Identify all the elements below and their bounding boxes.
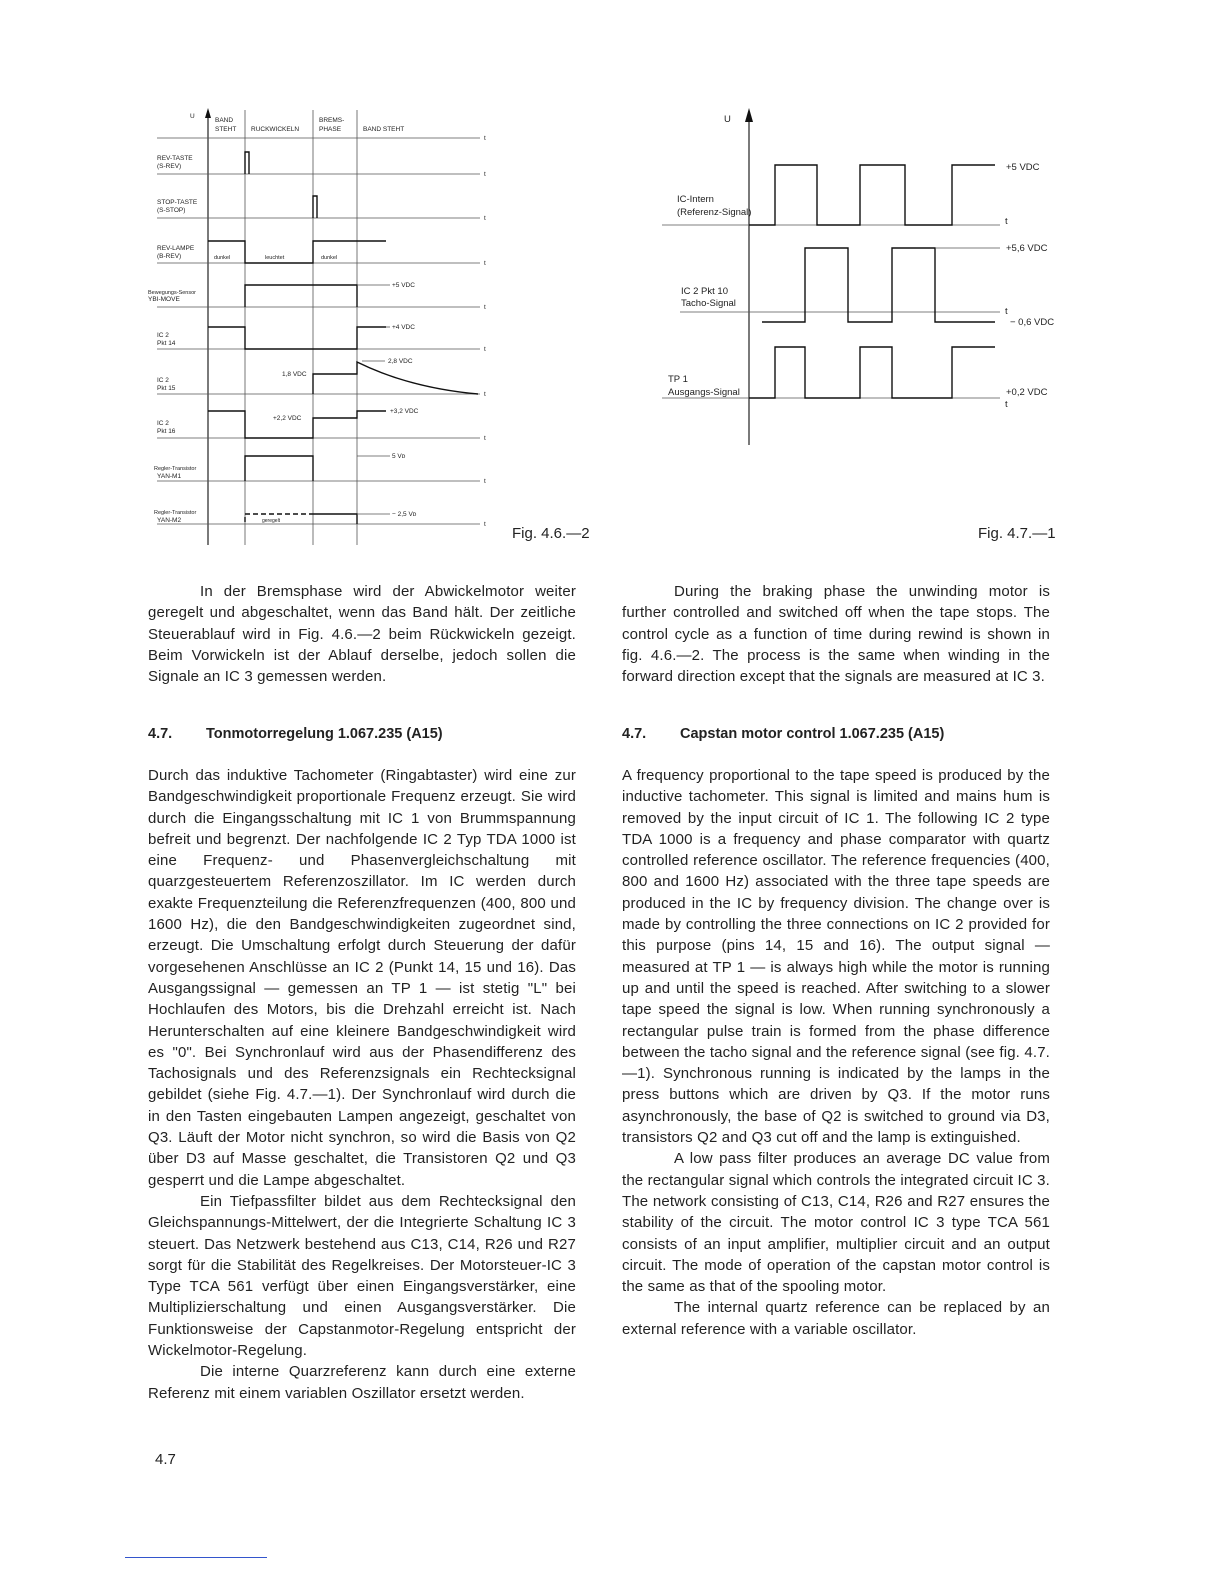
row-label: IC-Intern bbox=[677, 194, 714, 205]
svg-text:+2,2 VDC: +2,2 VDC bbox=[273, 415, 302, 422]
yan-m1-signal bbox=[245, 456, 313, 481]
svg-text:+5 VDC: +5 VDC bbox=[392, 282, 415, 289]
level-label: − 0,6 VDC bbox=[1010, 317, 1055, 328]
svg-text:2,8 VDC: 2,8 VDC bbox=[388, 358, 413, 365]
footer-rule bbox=[125, 1557, 267, 1558]
section-heading-en bbox=[622, 726, 944, 742]
svg-text:t: t bbox=[484, 478, 486, 485]
intro-en bbox=[622, 581, 1050, 687]
svg-text:dunkel: dunkel bbox=[321, 255, 338, 261]
paragraph: Durch das induktive Tachometer (Ringabtaster) wird eine zur Bandgeschwindigkeit proportionale Frequenz erzeugt. Sie wird durch die Eingangsschaltung mit IC 1 von Brummspannung befreit und begrenzt. Der nachfolgende IC 2 Typ TDA 1000 ist eine Frequenz- und Phasenvergleichschaltung mit quarzgesteuertem Referenzoszillator. Im IC werden durch exakte Frequenzteilung die Referenzfrequenzen (400, 800 und 1600 Hz), die den Bandgeschwindigkeiten zugeordnet sind, erzeugt. Die Umschaltung erfolgt durch Steuerung der dafür vorgesehenen Anschlüsse an IC 2 (Punkt 14, 15 und 16). Das Ausgangssignal — gemessen an TP 1 — ist stetig "L" bei Hochlaufen des Motors, bis die Drehzahl erreicht ist. Nach Herunterschalten auf eine kleinere Bandgeschwindigkeit wird es "0". Bei Synchronlauf wird aus der Phasendifferenz des Tachosignals und des Referenzsignals ein Rechtecksignal gebildet (siehe Fig. 4.7.—1). Der Synchronlauf wird durch die in den Tasten eingebauten Lampen angezeigt, geschaltet von Q3. Läuft der Motor nicht synchron, so wird die Basis von Q2 über D3 auf Masse geschaltet, die Transistoren Q2 und Q3 gesperrt und die Lampe abgeschaltet. bbox=[148, 767, 576, 1189]
svg-text:t: t bbox=[484, 346, 486, 353]
svg-text:Pkt 15: Pkt 15 bbox=[157, 385, 176, 392]
svg-text:1,8 VDC: 1,8 VDC bbox=[282, 371, 307, 378]
paragraph: Die interne Quarzreferenz kann durch eine externe Referenz mit einem variablen Oszillator ersetzt werden. bbox=[148, 1363, 576, 1402]
t-labels bbox=[484, 135, 486, 528]
svg-text:+3,2 VDC: +3,2 VDC bbox=[390, 408, 419, 415]
svg-text:REV-LAMPE: REV-LAMPE bbox=[157, 245, 195, 252]
svg-text:t: t bbox=[484, 171, 486, 178]
move-sensor-signal bbox=[245, 285, 357, 307]
rev-lampe-signal bbox=[208, 241, 386, 263]
body-de bbox=[148, 765, 576, 1404]
svg-text:Regler-Transistor: Regler-Transistor bbox=[154, 510, 197, 516]
t-label: t bbox=[1005, 216, 1008, 227]
svg-text:IC 2: IC 2 bbox=[157, 420, 169, 427]
baselines bbox=[157, 138, 480, 524]
page-number: 4.7 bbox=[155, 1451, 176, 1468]
level-label: +5,6 VDC bbox=[1006, 243, 1048, 254]
intro-de bbox=[148, 581, 576, 687]
row-label: TP 1 bbox=[668, 374, 688, 385]
phase-label: PHASE bbox=[319, 126, 342, 133]
yan-m2-signal bbox=[313, 514, 357, 524]
section-number: 4.7. bbox=[148, 726, 173, 742]
stop-taste-signal bbox=[313, 196, 317, 218]
u-axis-arrow-icon bbox=[745, 108, 753, 122]
row-label: Ausgangs-Signal bbox=[668, 387, 740, 398]
u-axis-label: U bbox=[190, 113, 195, 120]
svg-text:t: t bbox=[484, 435, 486, 442]
section-title: Capstan motor control 1.067.235 (A15) bbox=[680, 726, 945, 742]
paragraph: Ein Tiefpassfilter bildet aus dem Rechtecksignal den Gleichspannungs-Mittelwert, der die Integrierte Schaltung IC 3 steuert. Das Netzwerk bestehend aus C13, C14, R26 und R27 sorgt für die Stabilität des Regelkreises. Der Motorsteuer-IC 3 Type TCA 561 verfügt über einen Eingangsverstärker, eine Multiplizierschaltung und einen Ausgangsverstärker. Die Funktionsweise der Capstanmotor-Regelung entspricht der Wickelmotor-Regelung. bbox=[148, 1192, 576, 1360]
output-signal bbox=[749, 347, 995, 398]
ic2-pkt14-signal bbox=[208, 327, 386, 349]
rev-taste-signal bbox=[245, 152, 249, 174]
phase-label: BAND STEHT bbox=[363, 126, 405, 133]
ic2-pkt15-signal bbox=[313, 362, 478, 394]
svg-text:Bewegungs-Sensor: Bewegungs-Sensor bbox=[148, 290, 197, 296]
svg-text:STOP-TASTE: STOP-TASTE bbox=[157, 199, 198, 206]
svg-text:Regler-Transistor: Regler-Transistor bbox=[154, 466, 197, 472]
figure-caption: Fig. 4.6.—2 bbox=[512, 525, 590, 542]
svg-text:t: t bbox=[484, 304, 486, 311]
section-number: 4.7. bbox=[622, 726, 647, 742]
svg-text:dunkel: dunkel bbox=[214, 255, 231, 261]
svg-text:IC 2: IC 2 bbox=[157, 332, 169, 339]
paragraph: The internal quartz reference can be replaced by an external reference with a variable oscillator. bbox=[622, 1299, 1050, 1338]
t-label: t bbox=[1005, 306, 1008, 317]
tacho-signal bbox=[762, 248, 995, 322]
svg-text:geregelt: geregelt bbox=[262, 518, 281, 524]
svg-text:IC 2: IC 2 bbox=[157, 377, 169, 384]
svg-text:5 Vᴅ: 5 Vᴅ bbox=[392, 453, 406, 460]
t-label: t bbox=[1005, 399, 1008, 410]
paragraph: During the braking phase the unwinding motor is further controlled and switched off when the tape stops. The control cycle as a function of time during rewind is shown in fig. 4.6.—2. The process is the same when winding in the forward direction except that the signals are measured at IC 3. bbox=[622, 583, 1050, 686]
row-label: IC 2 Pkt 10 bbox=[681, 286, 728, 297]
svg-text:t: t bbox=[484, 215, 486, 222]
row-labels bbox=[148, 155, 198, 524]
svg-text:− 2,5 Vᴅ: − 2,5 Vᴅ bbox=[392, 511, 417, 518]
svg-text:Pkt 14: Pkt 14 bbox=[157, 340, 176, 347]
u-axis-label: U bbox=[724, 114, 731, 125]
svg-text:t: t bbox=[484, 391, 486, 398]
level-label: +5 VDC bbox=[1006, 162, 1040, 173]
timing-diagram-fig-4-6-2 bbox=[148, 108, 486, 545]
u-axis-arrow-icon bbox=[205, 108, 211, 118]
level-label: +0,2 VDC bbox=[1006, 387, 1048, 398]
svg-text:+4 VDC: +4 VDC bbox=[392, 324, 415, 331]
svg-text:REV-TASTE: REV-TASTE bbox=[157, 155, 193, 162]
signal-diagram-fig-4-7-1 bbox=[662, 108, 1054, 445]
svg-text:(S-REV): (S-REV) bbox=[157, 163, 182, 170]
svg-text:t: t bbox=[484, 521, 486, 528]
paragraph: In der Bremsphase wird der Abwickelmotor weiter geregelt und abgeschaltet, wenn das Band hält. Der zeitliche Steuerablauf wird in Fig. 4.6.—2 beim Rückwickeln gezeigt. Beim Vorwickeln ist der Ablauf derselbe, jedoch sollen die Signale an IC 3 gemessen werden. bbox=[148, 583, 576, 686]
svg-text:YAN-M2: YAN-M2 bbox=[157, 517, 182, 524]
svg-text:YAN-M1: YAN-M1 bbox=[157, 473, 182, 480]
paragraph: A low pass filter produces an average DC value from the rectangular signal which controls the integrated circuit IC 3. The network consisting of C13, C14, R26 and R27 ensures the stability of the circuit. The motor control IC 3 type TCA 561 consists of an input amplifier, multiplier circuit and an output circuit. The mode of operation of the capstan motor control is the same as that of the spooling motor. bbox=[622, 1150, 1050, 1296]
row-label: (Referenz-Signal) bbox=[677, 207, 752, 218]
svg-text:(S-STOP): (S-STOP) bbox=[157, 207, 186, 214]
phase-label: BAND bbox=[215, 117, 234, 124]
svg-text:Pkt 16: Pkt 16 bbox=[157, 428, 176, 435]
body-en bbox=[622, 765, 1050, 1340]
svg-text:t: t bbox=[484, 260, 486, 267]
paragraph: A frequency proportional to the tape speed is produced by the inductive tachometer. This signal is limited and mains hum is removed by the input circuit of IC 1. The following IC 2 type TDA 1000 is a frequency and phase comparator with quartz controlled reference oscillator. The reference frequencies (400, 800 and 1600 Hz) associated with the three tape speeds are produced in the IC by frequency division. The change over is made by controlling the three connections on IC 2 provided for this purpose (pins 14, 15 and 16). The output signal — measured at TP 1 — is always high while the motor is running up and until the speed is reached. After switching to a slower tape speed the signal is low. When running synchronously a rectangular pulse train is formed from the phase difference between the tacho signal and the reference signal (see fig. 4.7.—1). Synchronous running is indicated by the lamps in the press buttons which are driven by Q3. If the motor runs asynchronously, the base of Q2 is switched to ground via D3, transistors Q2 and Q3 cut off and the lamp is extinguished. bbox=[622, 767, 1050, 1147]
figure-caption: Fig. 4.7.—1 bbox=[978, 525, 1056, 542]
svg-text:(B-REV): (B-REV) bbox=[157, 253, 182, 260]
reference-signal bbox=[749, 165, 995, 225]
svg-text:YBI-MOVE: YBI-MOVE bbox=[148, 296, 180, 303]
svg-text:t: t bbox=[484, 135, 486, 142]
phase-label: BREMS- bbox=[319, 117, 345, 124]
row-label: Tacho-Signal bbox=[681, 298, 736, 309]
section-title: Tonmotorregelung 1.067.235 (A15) bbox=[206, 726, 443, 742]
section-heading-de bbox=[148, 726, 443, 742]
svg-text:leuchtet: leuchtet bbox=[265, 255, 285, 261]
phase-label: STEHT bbox=[215, 126, 237, 133]
phase-label: RUCKWICKELN bbox=[251, 126, 300, 133]
